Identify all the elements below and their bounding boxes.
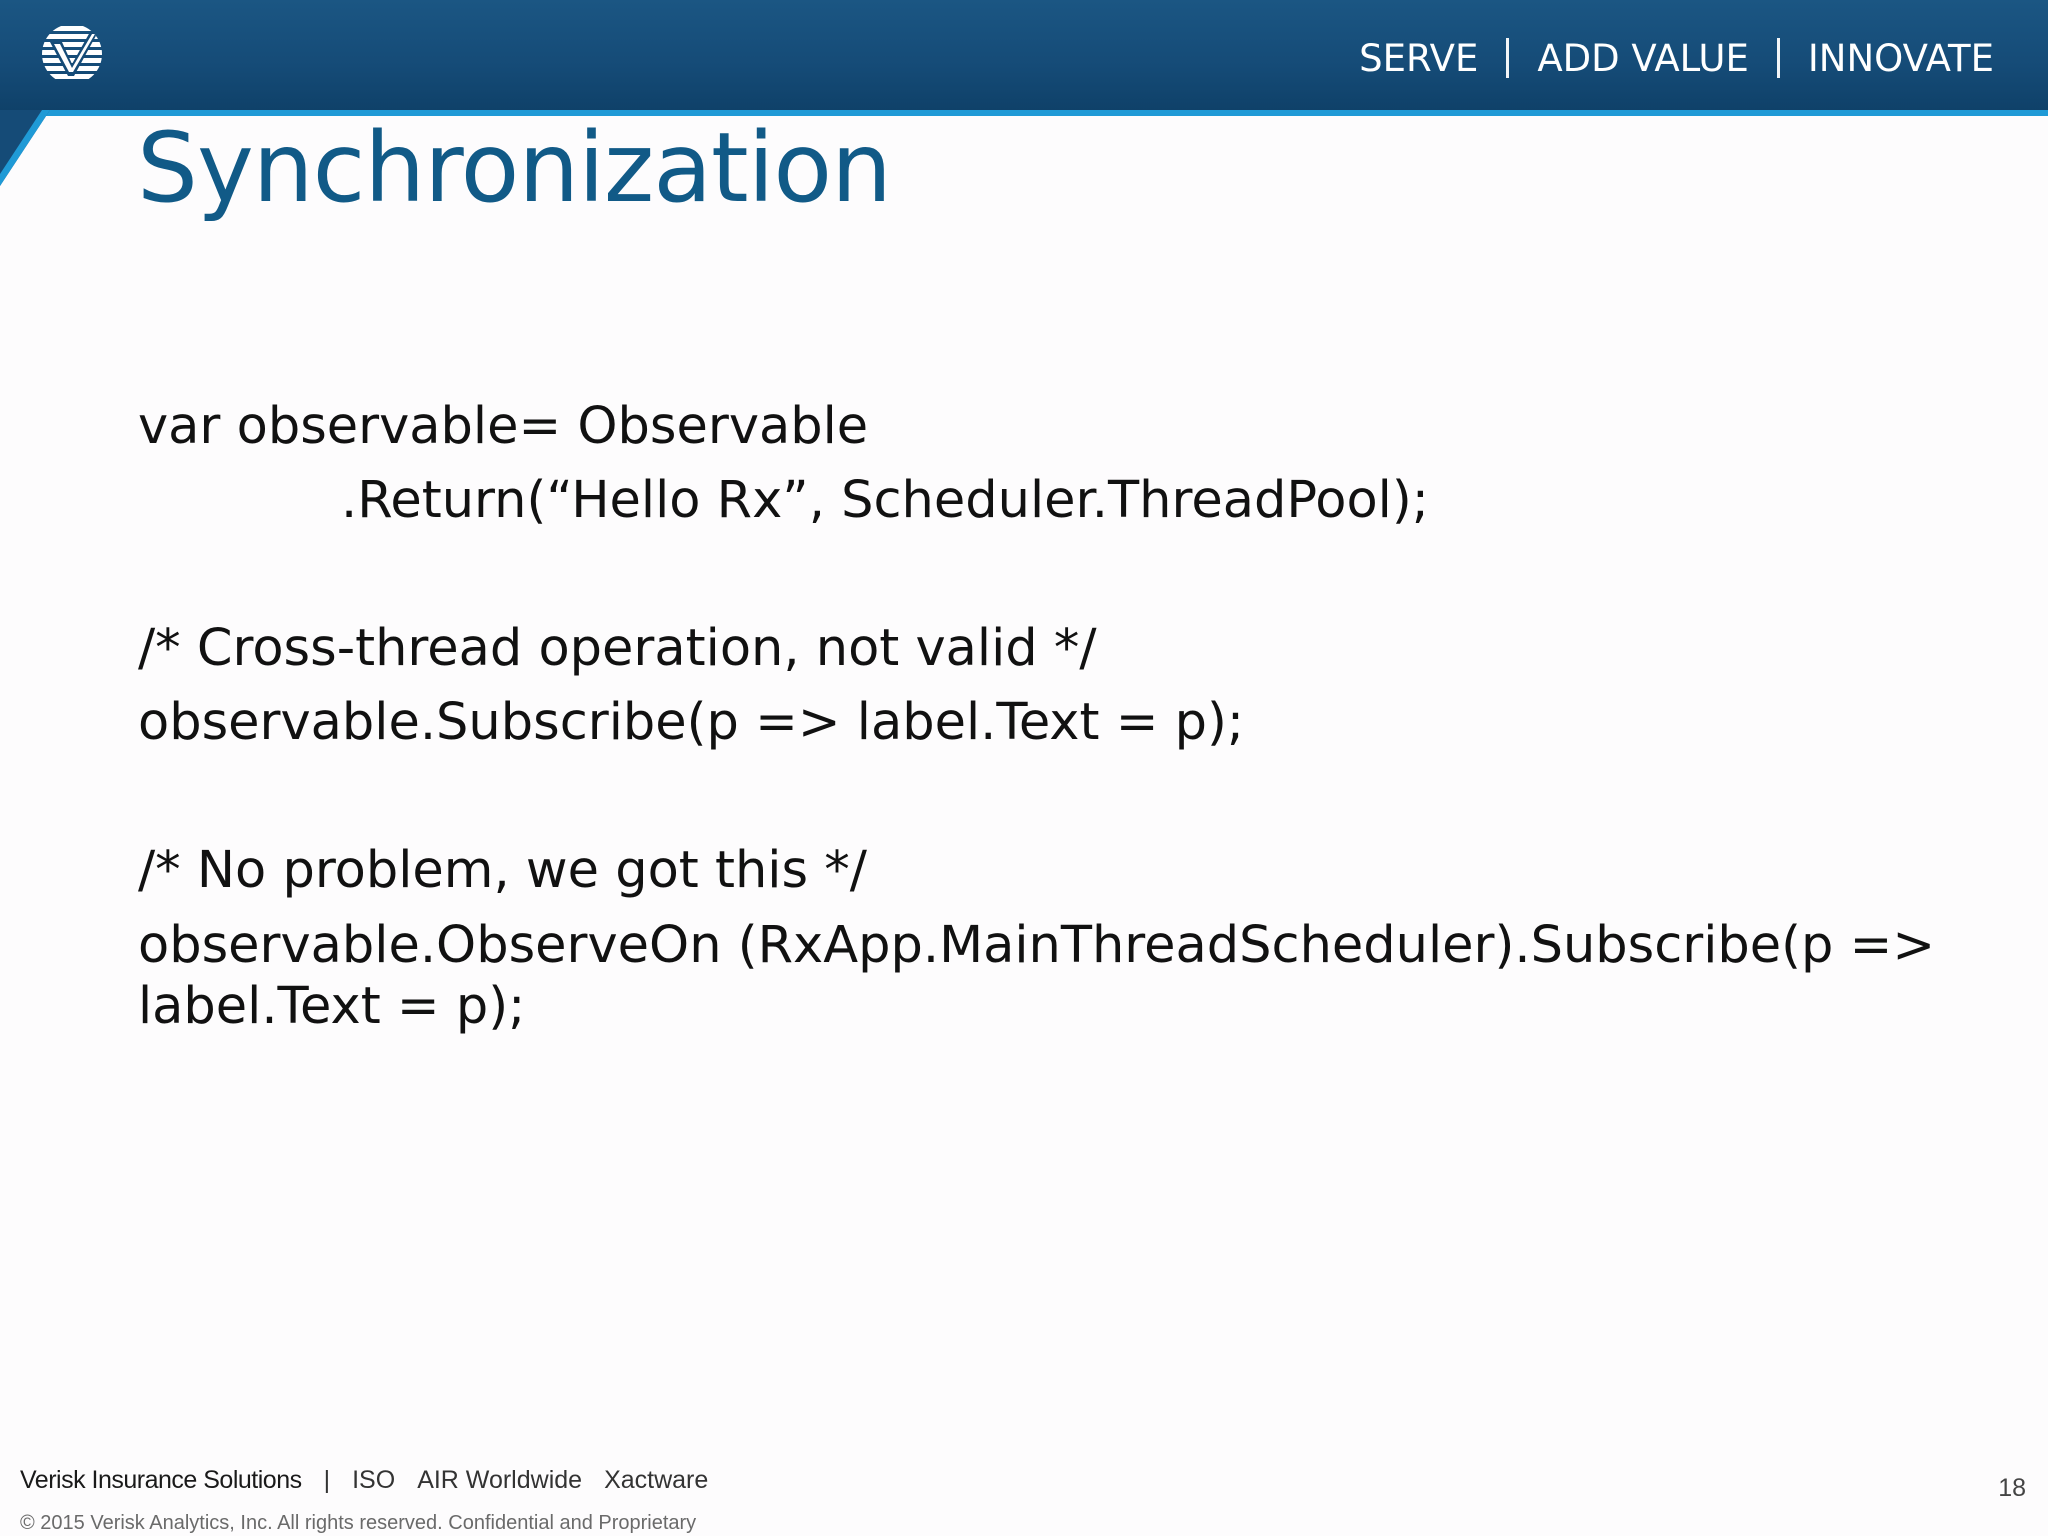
brand-name: Verisk Insurance Solutions [20,1466,302,1494]
slide-title: Synchronization [137,112,891,224]
code-comment: /* No problem, we got this */ [138,841,867,900]
header-band [0,0,2048,110]
code-line: observable.ObserveOn (RxApp.MainThreadScheduler).Subscribe(p => [138,916,1936,975]
code-line: .Return(“Hello Rx”, Scheduler.ThreadPool); [341,471,1429,530]
tagline-divider [1506,38,1509,78]
header-tagline [1359,30,1994,86]
code-block [138,390,1938,1044]
blank-line [138,538,1938,612]
brand-divider: | [323,1466,331,1494]
copyright-notice: © 2015 Verisk Analytics, Inc. All rights reserved. Confidential and Proprietary [20,1512,697,1534]
subbrand-iso: ISO [352,1466,396,1494]
blank-line [138,760,1938,834]
verisk-logo-icon [38,20,106,88]
tagline-add-value: ADD VALUE [1537,36,1749,80]
subbrand-air-worldwide: AIR Worldwide [417,1466,583,1494]
code-line: observable.Subscribe(p => label.Text = p); [138,693,1245,752]
header-wedge-accent [0,110,50,186]
tagline-divider [1777,38,1780,78]
footer-brand-bar [20,1466,730,1495]
tagline-innovate: INNOVATE [1807,36,1994,80]
code-line: var observable= Observable [138,397,869,456]
code-comment: /* Cross-thread operation, not valid */ [138,619,1097,678]
subbrand-xactware: Xactware [604,1466,709,1494]
code-line: label.Text = p); [138,977,526,1036]
tagline-serve: SERVE [1359,36,1479,80]
page-number: 18 [1998,1474,2026,1502]
